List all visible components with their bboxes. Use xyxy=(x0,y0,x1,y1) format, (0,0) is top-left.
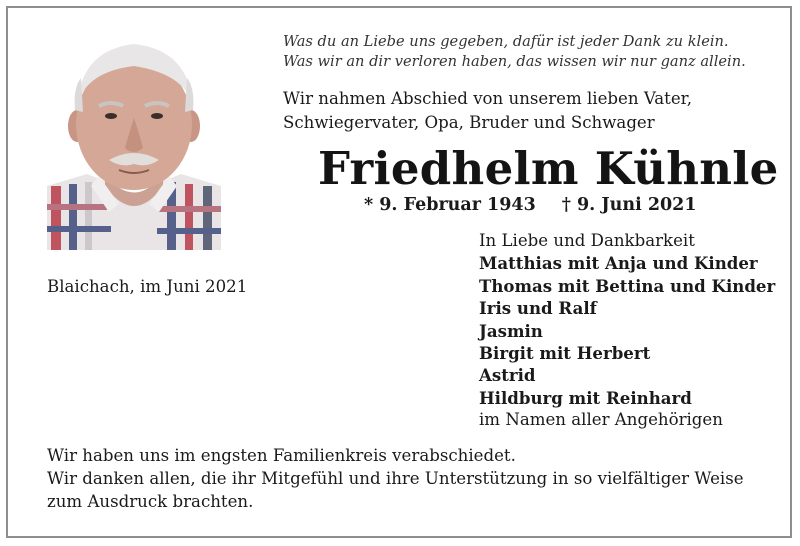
memorial-quote xyxy=(283,32,746,72)
closing-line-2: Wir danken allen, die ihr Mitgefühl und ihre Unterstützung in so vielfältiger Weise xyxy=(47,469,744,488)
mourners-outro: im Namen aller Angehörigen xyxy=(479,410,723,430)
birth-date: * 9. Februar 1943 xyxy=(364,195,536,215)
farewell-intro xyxy=(283,87,692,135)
death-date: † 9. Juni 2021 xyxy=(561,195,697,215)
quote-line-1: Was du an Liebe uns gegeben, dafür ist jeder Dank zu klein. xyxy=(283,33,729,50)
quote-line-2: Was wir an dir verloren haben, das wissen wir nur ganz allein. xyxy=(283,53,746,70)
deceased-name: Friedhelm Kühnle xyxy=(318,142,779,195)
closing-text xyxy=(47,444,744,513)
life-dates xyxy=(364,193,697,217)
mourner-name: Jasmin xyxy=(479,320,543,341)
closing-line-3: zum Ausdruck brachten. xyxy=(47,492,254,511)
mourners-list xyxy=(479,230,775,432)
mourner-name: Thomas mit Bettina und Kinder xyxy=(479,275,776,296)
mourner-name: Astrid xyxy=(479,365,536,386)
mourner-name: Birgit mit Herbert xyxy=(479,343,651,364)
mourner-name: Hildburg mit Reinhard xyxy=(479,387,692,408)
mourner-name: Iris und Ralf xyxy=(479,298,597,319)
mourner-name: Matthias mit Anja und Kinder xyxy=(479,253,758,274)
intro-line-1: Wir nahmen Abschied von unserem lieben Vater, xyxy=(283,89,693,108)
closing-line-1: Wir haben uns im engsten Familienkreis verabschiedet. xyxy=(47,446,516,465)
intro-line-2: Schwiegervater, Opa, Bruder und Schwager xyxy=(283,113,655,132)
place-and-date: Blaichach, im Juni 2021 xyxy=(47,277,248,296)
mourners-intro: In Liebe und Dankbarkeit xyxy=(479,231,695,250)
